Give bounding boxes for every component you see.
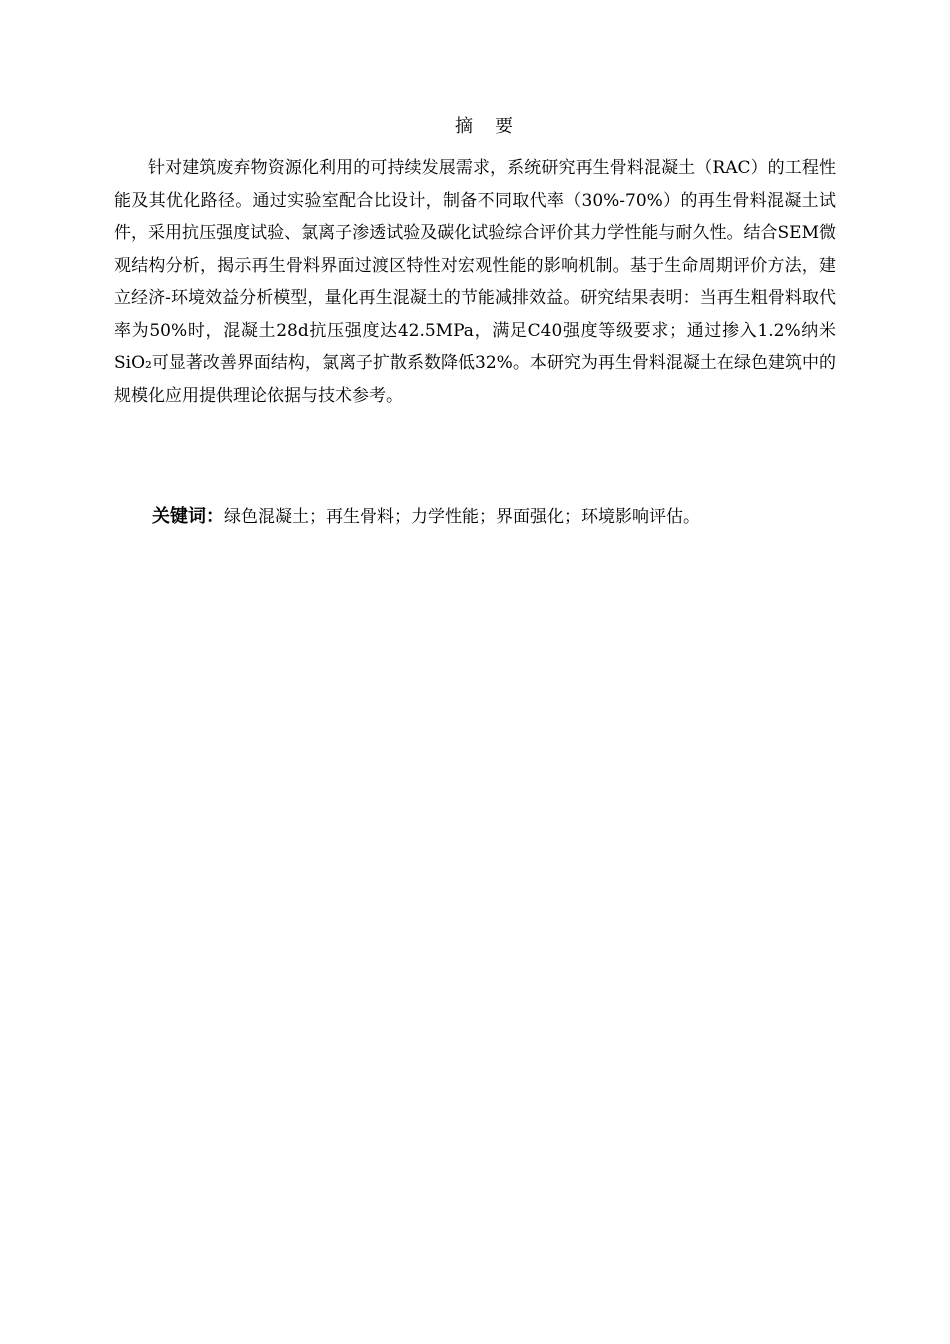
- keywords-text: 绿色混凝土；再生骨料；力学性能；界面强化；环境影响评估。: [224, 507, 700, 527]
- keywords-line: [152, 503, 852, 531]
- abstract-heading: 摘要: [455, 116, 535, 137]
- abstract-paragraph: 针对建筑废弃物资源化利用的可持续发展需求，系统研究再生骨料混凝土（RAC）的工程性能及其优化路径。通过实验室配合比设计，制备不同取代率（30%-70%）的再生骨料混凝土试件，采用抗压强度试验、氯离子渗透试验及碳化试验综合评价其力学性能与耐久性。结合SEM微观结构分析，揭示再生骨料界面过渡区特性对宏观性能的影响机制。基于生命周期评价方法，建立经济-环境效益分析模型，量化再生混凝土的节能减排效益。研究结果表明：当再生粗骨料取代率为50%时，混凝土28d抗压强度达42.5MPa，满足C40强度等级要求；通过掺入1.2%纳米SiO₂可显著改善界面结构，氯离子扩散系数降低32%。本研究为再生骨料混凝土在绿色建筑中的规模化应用提供理论依据与技术参考。: [114, 158, 836, 406]
- keywords-label: 关键词：: [152, 506, 224, 527]
